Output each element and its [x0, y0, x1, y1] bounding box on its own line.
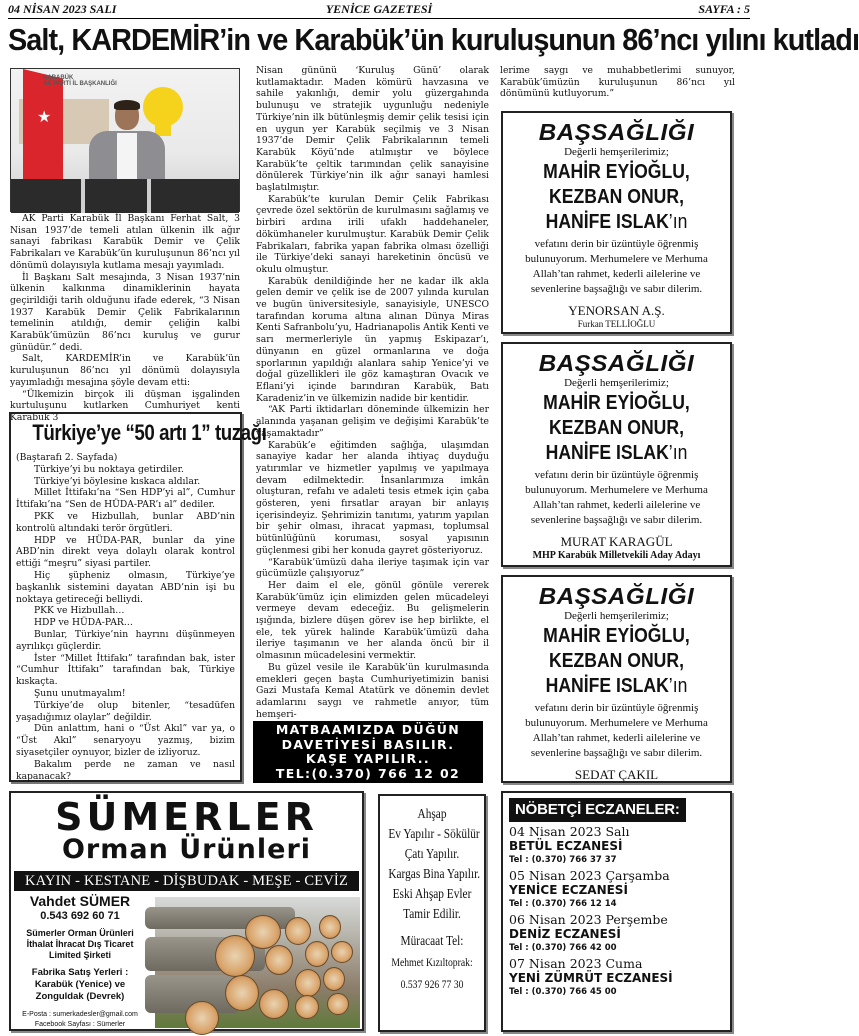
name-suffix: ’ın	[668, 442, 688, 464]
article-paragraph: Her daim el ele, gönül gönüle vererek Karabük’ümüz için elimizden gelen mücadeleyi vermeye devam edeceğiz. Bu gelişmelerin ışığında, bizlere düşen görev ise hep birlikte, el ele, tek yürek halinde Karabük’ümüzü daha ileriye taşımanın ve her alanda öncü bir il olmasının mücadelesini vermektir.	[256, 579, 489, 662]
log-end	[265, 945, 293, 975]
side-article-paragraph: Türkiye’yi bu noktaya getirdiler.	[34, 463, 184, 475]
condolence-subtitle: MHP Karabük Milletvekili Aday Adayı	[532, 550, 701, 561]
issue-date: 04 NİSAN 2023 SALI	[8, 2, 117, 16]
condolence-message	[503, 701, 730, 761]
side-article-paragraph: PKK ve Hizbullah…	[34, 605, 125, 617]
contact-email-block	[15, 1010, 145, 1030]
pharmacy-tel: Tel : (0.370) 766 37 37	[509, 855, 617, 865]
message-line: sevenlerine başsağlığı ve sabır dilerim.	[530, 747, 703, 759]
article-paragraph: Karabük denildiğinde her ne kadar ilk akla gelen demir ve çelik ise de 2007 yılında kurulan ve bugün üniversitesiyle, sanayisiyle, UNESCO tarafından koruma altına alınan Dünya Miras Kenti Safranbolu’yu, Hadrianapolis Antik Kenti ve sarı mermerleriyle ün yapmış Eskipazar’ı, dünyanın en güzel ormanlarına ve doğa sporlarının yapıldığı alanlara sahip Yenice’yi ve doğal güzellikleri ile göz kamaştıran Ovacık ve Eflani’yi içinde barındıran Karabük, Batı Karadeniz’in ve ülkemizin nadide bir kentidir.	[256, 275, 489, 404]
turkish-flag-icon	[23, 69, 63, 189]
wooden-house-ad	[378, 794, 486, 1032]
article-paragraph: “Ülkemizin birçok ili düşman işgalinden kurtuluşunu kutlarken Cumhuriyet kenti Karabük 3	[10, 388, 240, 423]
name-suffix: ’ın	[668, 675, 688, 697]
deceased-name: KEZBAN ONUR,	[549, 186, 684, 208]
message-line: sevenlerine başsağlığı ve sabır dilerim.	[530, 514, 703, 526]
side-article-paragraph: Millet İttifakı’na “Sen HDP’yi al”, Cumhur İttifakı’na “Sen de HÜDA-PAR’ı al” dediler.	[16, 487, 235, 511]
article-paragraph: Karabük’e eğitimden sağlığa, ulaşımdan sanayiye kadar her alanda ihtiyaç duyduğu yatırımlar ve hizmetler yapılmış ve yapılmaya devam edilmektedir. İnsanlarımıza imkân oluşturan, refahı ve adaleti tesis etmek için çaba gösteren, yeni fırsatlar arayan bir anlayış içerisindeyiz. Şehrimizin tanıtımı, yatırım yapılan bir şehir olması, ihracat yapması, toplumsal bütünlüğünü koruması, sosyal yapısının güçlenmesi gibi her konuda gayret gösteriyoruz.	[256, 439, 489, 556]
desk-leg	[147, 179, 151, 213]
article-subheading: “AK Parti iktidarları döneminde ülkemizin her alanında yaşanan gelişim ve değişimi Karabük’te yaşamaktadır”	[256, 404, 489, 439]
sumerler-ad	[9, 791, 364, 1031]
main-headline: Salt, KARDEMİR’in ve Karabük’ün kuruluşunun 86’ncı yılını kutladı	[8, 22, 859, 57]
pharmacies-title: NÖBETÇİ ECZANELER:	[509, 798, 686, 822]
side-article-paragraph: Bakalım perde ne zaman ve nasıl kapanacak?	[16, 758, 235, 782]
pharmacy-date: 04 Nisan 2023 Salı	[509, 824, 630, 839]
article-photo	[10, 68, 240, 212]
message-line: Allah’tan rahmet, kederli ailelerine ve	[532, 268, 701, 280]
log-end	[295, 969, 321, 997]
page-number: SAYFA : 5	[698, 2, 750, 16]
log-end	[319, 915, 341, 939]
article-paragraph: Bu güzel vesile ile Karabük’ün kurulmasında emekleri geçen başta Cumhuriyetimizin banisi Gazi Mustafa Kemal Atatürk ve dönemin devlet adamlarını saygı ve rahmetle anıyor, tüm hemşeri-	[256, 661, 489, 720]
log-end	[323, 967, 345, 991]
side-article-paragraph: Dün anlattım, hani o “Üst Akıl” var ya, o “Üst Akıl” senaryoyu yazmış, bizim siyasetçiler oynuyor, bizler de izliyoruz.	[16, 723, 235, 758]
deceased-name: HANİFE ISLAK	[545, 442, 669, 464]
pharmacy-date: 07 Nisan 2023 Cuma	[509, 956, 643, 971]
article-paragraph: AK Parti Karabük İl Başkanı Ferhat Salt, 3 Nisan 1937’de temeli atılan ülkenin ilk ağır sanayi fabrikası Karabük Demir ve Çelik Fabrikaları ve Karabük’ün kuruluşunun 86’ncı yıl dönümü dolayısıyla kutlama mesajı yayımladı.	[10, 213, 240, 271]
deceased-name: MAHİR EYİOĞLU,	[543, 161, 690, 183]
wood-types-banner: KAYIN - KESTANE - DİŞBUDAK - MEŞE - CEVİZ	[14, 871, 359, 891]
photo-sign	[43, 75, 117, 87]
side-article-paragraph: Türkiye’de olup bitenler, “tesadüfen yaşadığımız olaylar” değildir.	[16, 699, 235, 723]
condolence-title: BAŞSAĞLIĞI	[538, 583, 695, 609]
message-line: bulunuyorum. Merhumelere ve Merhuma	[525, 717, 708, 729]
company-line: Limited Şirketi	[48, 950, 111, 960]
condolence-ad	[501, 111, 732, 334]
ad-line: Ahşap	[417, 806, 447, 821]
sales-line: Fabrika Satış Yerleri :	[31, 967, 129, 978]
message-line: Allah’tan rahmet, kederli ailelerine ve	[532, 732, 701, 744]
log-end	[245, 915, 281, 949]
side-article-paragraph: HDP ve HÜDA-PAR, bunlar da yine ABD’nin direkt veya dolaylı olarak kontrol ettiği “meşru” siyasi partiler.	[16, 534, 235, 570]
condolence-subtitle: Furkan TELLİOĞLU	[577, 319, 656, 329]
condolence-names	[517, 391, 717, 466]
print-ad-line: MATBAAMIZDA DÜĞÜN	[275, 722, 461, 737]
photo-desk	[11, 179, 239, 213]
article-paragraph: Nisan gününü ‘Kuruluş Günü’ olarak kutlamaktadır. Maden kömürü havzasına ve sahile yakınlığı, demir yolu güzergahında bulunuşu ve stratejik uygunluğu nedeniyle Türkiye’nin ilk bütünleşmiş demir çelik tesisi için en uygun yer Karabük seçilmiş ve 3 Nisan 1937’de Demir Çelik Fabrikalarının temeli Karabük Köyü’nde atılmıştır ve böylece Karabük’te çeltik tarımından çelik sanayisine dönülerek Türkiye’nin ilk ağır sanayi hamlesi başlatılmıştır.	[256, 65, 489, 194]
contact-label: Müracaat Tel:	[400, 933, 464, 948]
pharmacies-on-duty	[501, 791, 732, 1032]
article-paragraph: Salt, KARDEMİR’in ve Karabük’ün kuruluşunun 86’ncı yıl dönümü dolayısıyla yayımladığı mesajına şöyle devam etti:	[10, 353, 240, 388]
log-end	[185, 1001, 219, 1035]
side-article-paragraph: Türkiye’yi böylesine kıskaca aldılar.	[34, 475, 201, 487]
side-article-body	[16, 452, 235, 782]
sumerler-contact	[15, 893, 145, 1030]
side-article-paragraph: PKK ve Hizbullah, bunlar ABD’nin kontrolü altındaki terör örgütleri.	[16, 510, 235, 534]
flag-star-icon: ★	[37, 107, 52, 126]
name-suffix: ’ın	[668, 211, 688, 233]
condolence-ad	[501, 575, 732, 783]
article-paragraph: İl Başkanı Salt mesajında, 3 Nisan 1937’nin ülkenin kalkınma dinamiklerinin hayata geçirildiği tarih olduğunu ifade ederek, “3 Nisan 1937 Karabük Demir Çelik Fabrikalarının temelinin atıldığı, demir çeliğin kalbi Karabük’ümüzün 86’ncı kuruluş ve gurur günüdür.” dedi.	[10, 271, 240, 353]
print-ad-line: DAVETİYESİ BASILIR.	[281, 736, 455, 752]
side-article-title: Türkiye’ye “50 artı 1” tuzağı	[32, 420, 267, 445]
side-article-paragraph: HDP ve HÜDA-PAR…	[34, 617, 133, 629]
party-bulb-logo-icon	[143, 87, 183, 127]
article-column-1	[10, 213, 240, 424]
person-shirt	[117, 133, 137, 183]
log-end	[331, 941, 353, 963]
pharmacy-tel: Tel : (0.370) 766 42 00	[509, 943, 617, 953]
person-hair	[114, 100, 140, 110]
deceased-name: HANİFE ISLAK	[545, 675, 669, 697]
pharmacy-date: 06 Nisan 2023 Perşembe	[509, 912, 668, 927]
condolence-message	[503, 468, 730, 528]
side-article-paragraph: İster “Millet İttifakı” tarafından bak, ister “Cumhur İttifakı” tarafından bak, Türkiye kıskaçta.	[16, 652, 235, 688]
side-article-paragraph: Şunu unutmayalım!	[34, 687, 126, 699]
condolence-signature: MURAT KARAGÜL	[560, 534, 673, 549]
pharmacy-date: 05 Nisan 2023 Çarşamba	[509, 868, 670, 883]
article-subheading: “Karabük’ümüzü daha ileriye taşımak için var gücümüzle çalışıyoruz”	[256, 556, 489, 580]
photo-sign-line-1: KARABÜK	[43, 75, 74, 81]
pharmacy-entry	[509, 912, 730, 954]
condolence-signature: SEDAT ÇAKIL	[574, 767, 659, 782]
pharmacy-tel: Tel : (0.370) 766 45 00	[509, 987, 617, 997]
contact-phone: 0.543 692 60 71	[40, 910, 120, 922]
article-paragraph: lerime saygı ve muhabbetlerimi sunuyor, Karabük’ümüzün kuruluşunun 86’ncı yıl dönümünü kutluyorum.”	[500, 65, 735, 100]
message-line: sevenlerine başsağlığı ve sabır dilerim.	[530, 283, 703, 295]
condolence-title: BAŞSAĞLIĞI	[538, 350, 695, 376]
pharmacy-entry	[509, 956, 730, 998]
ad-line: Kargas Bina Yapılır.	[388, 866, 481, 881]
pharmacy-entry	[509, 868, 730, 910]
side-article-box	[9, 412, 267, 782]
company-line: İthalat İhracat Dış Ticaret	[26, 939, 134, 949]
sales-locations	[15, 967, 145, 1003]
print-ad-line: KAŞE YAPILIR..	[305, 751, 431, 766]
message-line: vefatını derin bir üzüntüyle öğrenmiş	[534, 469, 699, 481]
company-line: Sümerler Orman Ürünleri	[26, 928, 134, 938]
log-end	[305, 941, 329, 967]
deceased-name: MAHİR EYİOĞLU,	[543, 625, 690, 647]
log-end	[327, 993, 349, 1015]
condolence-message	[503, 237, 730, 297]
ad-line: Eski Ahşap Evler	[392, 886, 472, 901]
ad-line: Ev Yapılır - Sökülür	[388, 826, 480, 841]
desk-leg	[81, 179, 85, 213]
message-line: Allah’tan rahmet, kederli ailelerine ve	[532, 499, 701, 511]
contact-name: Vahdet SÜMER	[29, 893, 131, 909]
condolence-greeting: Değerli hemşerilerimiz;	[564, 146, 669, 158]
newspaper-name: YENİCE GAZETESİ	[325, 2, 433, 16]
condolence-title: BAŞSAĞLIĞI	[538, 119, 695, 145]
sales-line: Karabük (Yenice) ve	[34, 979, 126, 990]
pharmacy-name: BETÜL ECZANESİ	[509, 839, 623, 853]
contact-phone: 0.537 926 77 30	[400, 979, 464, 991]
page-header	[8, 2, 750, 18]
log-end	[259, 989, 289, 1019]
message-line: bulunuyorum. Merhumelere ve Merhuma	[525, 253, 708, 265]
pharmacy-name: DENİZ ECZANESİ	[509, 927, 621, 941]
sumerler-brand: SÜMERLER	[55, 795, 318, 839]
deceased-name: HANİFE ISLAK	[545, 211, 669, 233]
header-rule	[8, 18, 750, 19]
message-line: bulunuyorum. Merhumelere ve Merhuma	[525, 484, 708, 496]
pharmacy-name: YENİ ZÜMRÜT ECZANESİ	[509, 971, 673, 985]
ad-line: Tamir Edilir.	[403, 906, 461, 921]
condolence-greeting: Değerli hemşerilerimiz;	[564, 377, 669, 389]
log-end	[225, 975, 259, 1011]
print-ad-phone: TEL:(0.370) 766 12 02	[275, 765, 461, 781]
condolence-names	[517, 624, 717, 699]
contact-name: Mehmet Kızıltoprak:	[391, 957, 473, 969]
deceased-name: KEZBAN ONUR,	[549, 650, 684, 672]
article-column-2	[256, 65, 489, 720]
contact-email: E-Posta : sumerkadesler@gmail.com	[22, 1011, 138, 1018]
article-column-3	[500, 65, 735, 100]
log-pile-photo	[155, 897, 360, 1028]
article-paragraph: Karabük’te kurulan Demir Çelik Fabrikası çevrede özel sektörün de kurulmasını sağlamış ve birbiri ardına irili ufaklı haddehaneler, dökümhaneler kurulmuştur. Karabük Demir Çelik Fabrikaları, fabrika yapan fabrika olması özelliği ile Türkiye’deki sanayi hareketinin öncüsü ve okulu olmuştur.	[256, 193, 489, 275]
side-article-paragraph: Bunlar, Türkiye’nin hayrını düşünmeyen ayrılıkçı güçlerdir.	[16, 628, 235, 652]
ad-line: Çatı Yapılır.	[404, 846, 460, 861]
pharmacy-name: YENİCE ECZANESİ	[509, 883, 628, 897]
condolence-names	[517, 160, 717, 235]
condolence-greeting: Değerli hemşerilerimiz;	[564, 610, 669, 622]
side-article-source: (Baştarafı 2. Sayfada)	[16, 452, 118, 463]
condolence-ad	[501, 342, 732, 567]
print-shop-ad	[253, 721, 483, 783]
condolence-signature: YENORSAN A.Ş.	[568, 303, 665, 318]
deceased-name: MAHİR EYİOĞLU,	[543, 392, 690, 414]
deceased-name: KEZBAN ONUR,	[549, 417, 684, 439]
log-end	[285, 917, 311, 945]
side-article-paragraph: Hiç şüpheniz olmasın, Türkiye’ye başkanlık sistemini dayatan ABD’nin işi bu noktaya getireceği belliydi.	[16, 569, 235, 605]
photo-sign-line-2: AK PARTİ İL BAŞKANLIĞI	[43, 81, 117, 87]
log-end	[295, 995, 319, 1019]
message-line: vefatını derin bir üzüntüyle öğrenmiş	[534, 238, 699, 250]
company-name	[15, 928, 145, 961]
pharmacy-entry	[509, 824, 730, 866]
message-line: vefatını derin bir üzüntüyle öğrenmiş	[534, 702, 699, 714]
sales-line: Zonguldak (Devrek)	[35, 991, 125, 1002]
sumerler-brand-sub: Orman Ürünleri	[61, 834, 312, 865]
pharmacy-tel: Tel : (0.370) 766 12 14	[509, 899, 617, 909]
facebook-page: Facebook Sayfası : Sümerler	[34, 1021, 126, 1028]
